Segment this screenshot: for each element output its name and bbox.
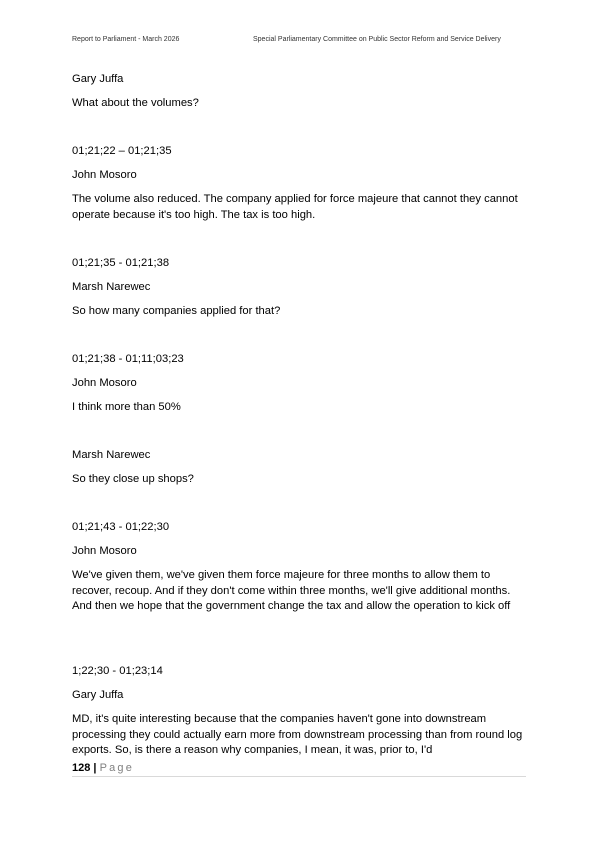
footer-separator: |: [90, 762, 100, 774]
speech-text: So how many companies applied for that?: [72, 305, 281, 317]
timestamp: 01;21;35 - 01;21;38: [72, 257, 170, 269]
speaker-name: John Mosoro: [72, 377, 137, 389]
page-number: 128: [72, 762, 91, 774]
speech-text: What about the volumes?: [72, 97, 199, 109]
speaker-name: John Mosoro: [72, 545, 137, 557]
speech-text: I think more than 50%: [72, 401, 181, 413]
header-committee-name: Special Parliamentary Committee on Public Sector Reform and Service Delivery: [253, 36, 501, 43]
speech-text: The volume also reduced. The company applied for force majeure that cannot they cannot operate because it's too high. The tax is too high.: [72, 193, 518, 221]
speech-text: MD, it's quite interesting because that the companies haven't gone into downstream processing they could actually earn more from downstream processing than from round log exports. So, is there a reason why companies, I mean, it was, prior to, I'd: [72, 713, 523, 757]
timestamp: 01;21;22 – 01;21;35: [72, 145, 172, 157]
speaker-name: Marsh Narewec: [72, 281, 151, 293]
speaker-name: Gary Juffa: [72, 689, 124, 701]
timestamp: 01;21;43 - 01;22;30: [72, 521, 170, 533]
footer-rule: [72, 776, 526, 777]
page-label: Page: [99, 762, 135, 774]
page-footer: [72, 762, 134, 774]
speaker-name: Marsh Narewec: [72, 449, 151, 461]
timestamp: 1;22;30 - 01;23;14: [72, 665, 163, 677]
speaker-name: John Mosoro: [72, 169, 137, 181]
speech-text: We've given them, we've given them force majeure for three months to allow them to recover, recoup. And if they don't come within three months, we'll give additional months. And then we hope that the government change the tax and allow the operation to kick off: [72, 569, 511, 613]
speech-text: So they close up shops?: [72, 473, 194, 485]
speaker-name: Gary Juffa: [72, 73, 124, 85]
timestamp: 01;21;38 - 01;11;03;23: [72, 353, 184, 365]
header-report-title: Report to Parliament - March 2026: [72, 36, 180, 43]
